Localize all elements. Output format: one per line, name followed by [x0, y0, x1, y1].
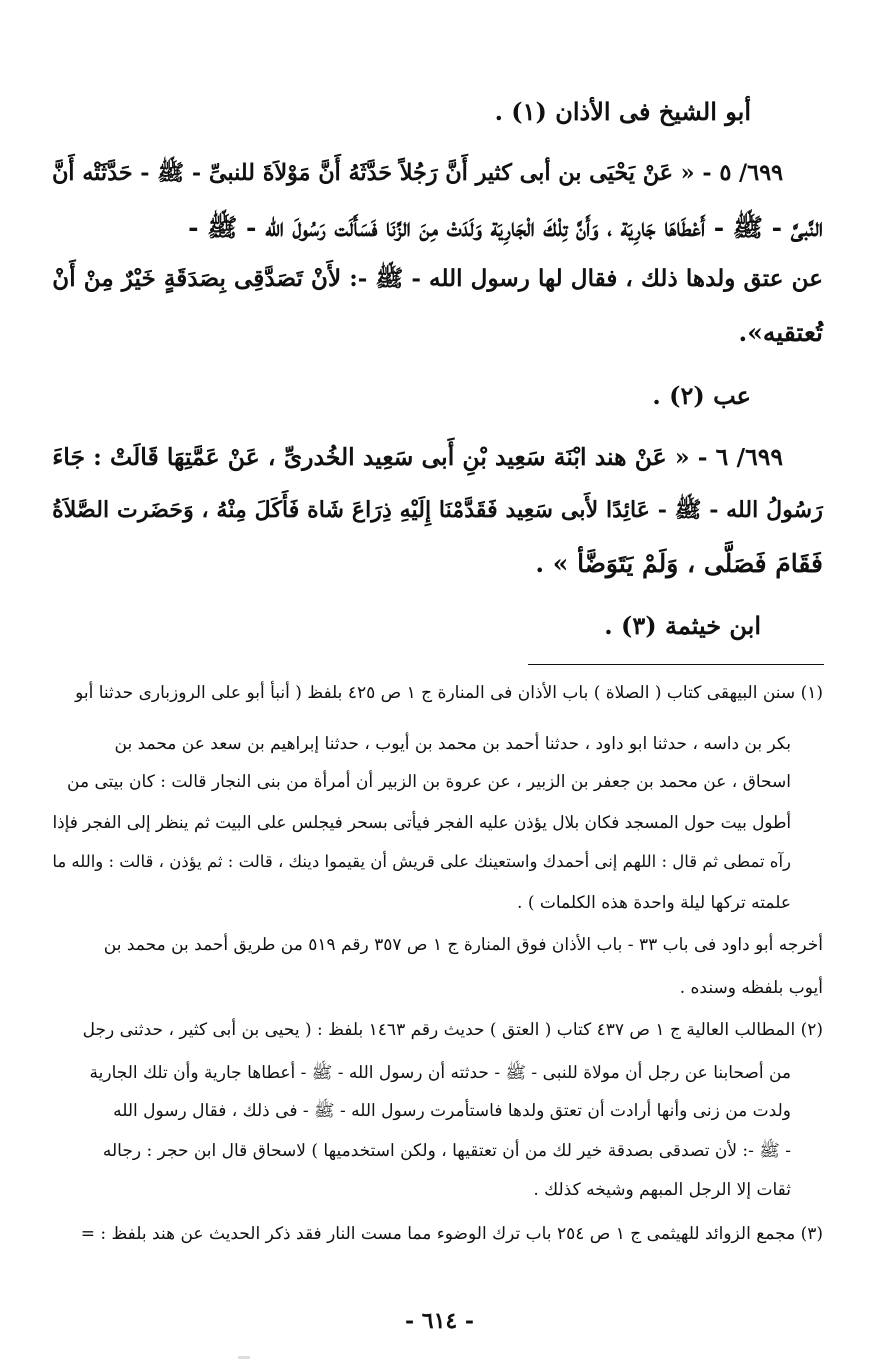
source-reference-3: ابن خيثمة (٣) .	[604, 611, 761, 640]
footnote-2-line-1: (٢) المطالب العالية ج ١ ص ٤٣٧ كتاب ( العتق ) حديث رقم ١٤٦٣ بلفظ : ( يحيى بن أبى كثير ، حدثنى رجل	[82, 1020, 823, 1040]
source-reference-2: عب (٢) .	[652, 381, 751, 410]
footnote-3-line-1: (٣) مجمع الزوائد للهيثمى ج ١ ص ٢٥٤ باب ترك الوضوء مما مست النار فقد ذكر الحديث عن هند بلفظ : =	[80, 1224, 823, 1244]
footnote-2-line-5: ثقات إلا الرجل المبهم وشيخه كذلك .	[533, 1180, 791, 1200]
footnote-2-line-4: - ﷺ -: لأن تصدقى بصدقة خير لك من أن تعتقيها ، ولكن استخدميها ) لاسحاق قال ابن حجر : رجاله	[102, 1141, 791, 1161]
footnote-1-line-2: بكر بن داسه ، حدثنا ابو داود ، حدثنا أحمد بن محمد بن أيوب ، حدثنا إبراهيم بن سعد عن محمد بن	[114, 734, 791, 754]
hadith-6-line-2: رَسُولُ الله - ﷺ - عَائِدًا لأَبى سَعِيد فَقَدَّمْنَا إِلَيْهِ ذِرَاعَ شَاة فَأَكَلَ مِنْهُ ، وَحَضَرت الصَّلاَةُ	[52, 497, 823, 523]
scan-mark	[238, 1356, 250, 1359]
footnote-1-line-6: علمته تركها ليلة واحدة هذه الكلمات ) .	[517, 893, 791, 913]
footnote-1-line-4: أطول بيت حول المسجد فكان بلال يؤذن عليه الفجر فيأتى بسحر فيجلس على البيت ثم ينظر إلى الفجر فإذا	[52, 812, 791, 832]
footnote-2-line-3: ولدت من زنى وأنها أرادت أن تعتق ولدها فاستأمرت رسول الله - ﷺ - فى ذلك ، فقال رسول الله	[113, 1101, 791, 1121]
footnote-1-line-1: (١) سنن البيهقى كتاب ( الصلاة ) باب الأذان فى المنارة ج ١ ص ٤٢٥ بلفظ ( أنبأ أبو على الروزبارى حدثنا أبو	[75, 683, 823, 703]
footnote-1b-line-2: أيوب بلفظه وسنده .	[679, 978, 823, 998]
hadith-5-line-4: تُعتقيه».	[738, 318, 823, 347]
hadith-5-line-1: ٦٩٩/ ٥ - « عَنْ يَحْيَى بن أبى كثير أَنَّ رَجُلاً حَدَّثَهُ أَنَّ مَوْلاَةَ للنبىِّ - ﷺ - حَدَّثَتْه أَنَّ	[51, 160, 783, 186]
source-reference-1: أبو الشيخ فى الأذان (١) .	[494, 97, 751, 126]
footnote-1-line-3: اسحاق ، عن محمد بن جعفر بن الزبير ، عن عروة بن الزبير أن أمرأة من بنى النجار قالت : كان بيتى من	[67, 772, 791, 792]
hadith-5-line-3: عن عتق ولدها ذلك ، فقال لها رسول الله - ﷺ -: لأَنْ تَصَدَّقِى بِصَدَقَةٍ خَيْرٌ مِنْ أَنْ	[52, 265, 823, 292]
hadith-6-line-3: فَقَامَ فَصَلَّى ، وَلَمْ يَتَوَضَّأ » .	[535, 549, 823, 578]
footnote-2-line-2: من أصحابنا عن رجل أن مولاة للنبى - ﷺ - حدثته أن رسول الله - ﷺ - أعطاها جارية وأن تلك الجارية	[89, 1063, 791, 1083]
footnote-1b-line-1: أخرجه أبو داود فى باب ٣٣ - باب الأذان فوق المنارة ج ١ ص ٣٥٧ رقم ٥١٩ من طريق أحمد بن محمد بن	[103, 935, 823, 955]
hadith-5-line-2: النَّبىَّ - ﷺ - أَعْطَاهَا جَارِيَة ، وَأَنَّ تِلْكَ الْجَارِيَة وَلَدَتْ مِنَ الزِّنَا فَسَأَلَت رَسُولَ الله - ﷺ -	[188, 213, 823, 242]
page-number: - ٦١٤ -	[404, 1308, 475, 1334]
footnote-1-line-5: رآه تمطى ثم قال : اللهم إنى أحمدك واستعينك على قريش أن يقيموا دينك ، قالت : ثم يؤذن ، قالت : والله ما	[52, 852, 791, 871]
hadith-6-line-1: ٦٩٩/ ٦ - « عَنْ هند ابْنَة سَعِيد بْنِ أَبى سَعِيد الخُدرىِّ ، عَنْ عَمَّتِهَا قَالَتْ : جَاءَ	[52, 443, 783, 471]
footnote-separator	[528, 664, 824, 665]
